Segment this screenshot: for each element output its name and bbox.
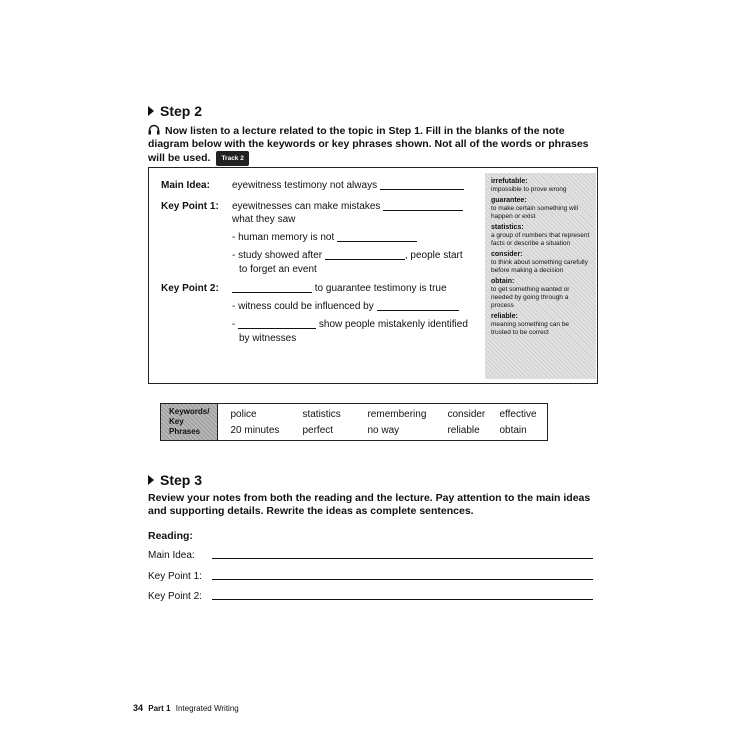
step3-heading-text: Step 3 bbox=[160, 472, 203, 488]
glossary-entry bbox=[491, 277, 590, 310]
kp2-bullet2 bbox=[232, 318, 468, 331]
main-idea-text: eyewitness testimony not always bbox=[232, 180, 378, 191]
keyword-item: effective bbox=[499, 409, 537, 420]
kp2-bullet1 bbox=[232, 300, 459, 313]
footer-part: Part 1 bbox=[148, 704, 171, 713]
glossary-entry bbox=[491, 223, 590, 248]
headphones-icon bbox=[148, 124, 160, 135]
glossary-definition: meaning something can be trusted to be correct bbox=[491, 321, 570, 336]
writing-row-label: Main Idea: bbox=[148, 550, 195, 561]
writing-row-key-point-2 bbox=[148, 591, 593, 602]
step2-instructions-text: Now listen to a lecture related to the topic in Step 1. Fill in the blanks of the note diagram below with the keywords or key phrases shown. Not all of the words or phrases will be used. bbox=[148, 125, 589, 164]
kp1-line1 bbox=[232, 200, 463, 213]
keyword-item: 20 minutes bbox=[230, 425, 280, 436]
kp1-bullet2-pre: - study showed after bbox=[232, 250, 323, 261]
glossary-term: reliable: bbox=[491, 313, 518, 320]
keywords-box bbox=[160, 403, 548, 441]
glossary-term: statistics: bbox=[491, 224, 524, 231]
main-idea-label: Main Idea: bbox=[161, 180, 210, 191]
step2-heading-text: Step 2 bbox=[160, 103, 203, 119]
keyword-item: perfect bbox=[302, 425, 334, 436]
keywords-grid bbox=[218, 404, 559, 440]
writing-line[interactable] bbox=[212, 557, 593, 559]
kp1-bullet1 bbox=[232, 231, 417, 244]
step2-heading bbox=[148, 103, 202, 119]
keywords-label-line1: Keywords/ bbox=[169, 407, 210, 416]
glossary-term: guarantee: bbox=[491, 197, 527, 204]
glossary-definition: to get something wanted or needed by going through a process bbox=[491, 286, 570, 309]
note-diagram bbox=[148, 167, 598, 384]
glossary-entry bbox=[491, 177, 590, 194]
kp2-bullet2-line2: by witnesses bbox=[239, 333, 297, 344]
glossary-term: obtain: bbox=[491, 278, 515, 285]
writing-line[interactable] bbox=[212, 578, 593, 580]
keyword-item: remembering bbox=[367, 409, 427, 420]
glossary-definition: impossible to prove wrong bbox=[491, 186, 567, 193]
glossary-definition: to think about something carefully before making a decision bbox=[491, 259, 588, 274]
blank-main-idea[interactable] bbox=[380, 179, 464, 190]
keyword-item: no way bbox=[367, 425, 400, 436]
kp1-bullet2 bbox=[232, 249, 463, 262]
keyword-item: statistics bbox=[302, 409, 341, 420]
blank-kp1-bullet1[interactable] bbox=[337, 231, 417, 242]
glossary-term: consider: bbox=[491, 251, 523, 258]
kp2-line1 bbox=[232, 282, 447, 295]
kp1-bullet1-text: - human memory is not bbox=[232, 232, 335, 243]
keyword-item: police bbox=[230, 409, 257, 420]
key-point-1-label: Key Point 1: bbox=[161, 201, 219, 212]
glossary-entry bbox=[491, 312, 590, 337]
footer-section: Integrated Writing bbox=[175, 704, 239, 713]
writing-row-key-point-1 bbox=[148, 571, 593, 582]
kp1-line1-text: eyewitnesses can make mistakes bbox=[232, 201, 381, 212]
kp2-bullet2-post: show people mistakenly identified bbox=[318, 319, 468, 330]
key-point-2-label: Key Point 2: bbox=[161, 283, 219, 294]
writing-line[interactable] bbox=[212, 598, 593, 600]
track-badge: Track 2 bbox=[216, 151, 248, 166]
keyword-item: reliable bbox=[447, 425, 480, 436]
kp2-line1-text: to guarantee testimony is true bbox=[314, 283, 447, 294]
keywords-label bbox=[161, 404, 218, 440]
glossary-entry bbox=[491, 196, 590, 221]
kp2-bullet2-pre: - bbox=[232, 319, 236, 330]
step3-instructions: Review your notes from both the reading and the lecture. Pay attention to the main ideas and supporting details. Rewrite the ideas as complete sentences. bbox=[148, 492, 591, 517]
step2-instructions bbox=[148, 124, 603, 166]
glossary-entry bbox=[491, 250, 590, 275]
blank-kp2[interactable] bbox=[232, 282, 312, 293]
kp1-bullet2-line2: to forget an event bbox=[239, 264, 317, 275]
keyword-item: consider bbox=[447, 409, 486, 420]
glossary-term: irrefutable: bbox=[491, 178, 528, 185]
triangle-bullet-icon bbox=[148, 106, 154, 116]
glossary-panel bbox=[485, 173, 596, 379]
page-number: 34 bbox=[133, 703, 144, 713]
glossary-definition: to make certain something will happen or exist bbox=[491, 205, 579, 220]
blank-kp1[interactable] bbox=[383, 200, 463, 211]
writing-row-label: Key Point 2: bbox=[148, 591, 202, 602]
kp1-bullet2-post: , people start bbox=[404, 250, 463, 261]
triangle-bullet-icon bbox=[148, 475, 154, 485]
kp2-bullet1-text: - witness could be influenced by bbox=[232, 301, 374, 312]
keywords-label-line2: Key Phrases bbox=[169, 417, 201, 436]
step3-heading bbox=[148, 472, 202, 488]
kp1-line2: what they saw bbox=[232, 214, 296, 225]
keyword-item: obtain bbox=[499, 425, 527, 436]
page-footer bbox=[133, 703, 239, 713]
blank-kp2-bullet1[interactable] bbox=[377, 300, 459, 311]
writing-row-label: Key Point 1: bbox=[148, 571, 202, 582]
reading-label: Reading: bbox=[148, 530, 193, 542]
writing-row-main-idea bbox=[148, 550, 593, 561]
blank-kp1-bullet2[interactable] bbox=[325, 249, 405, 260]
blank-kp2-bullet2[interactable] bbox=[238, 318, 316, 329]
glossary-definition: a group of numbers that represent facts or describe a situation bbox=[491, 232, 590, 247]
main-idea-line bbox=[232, 179, 464, 192]
